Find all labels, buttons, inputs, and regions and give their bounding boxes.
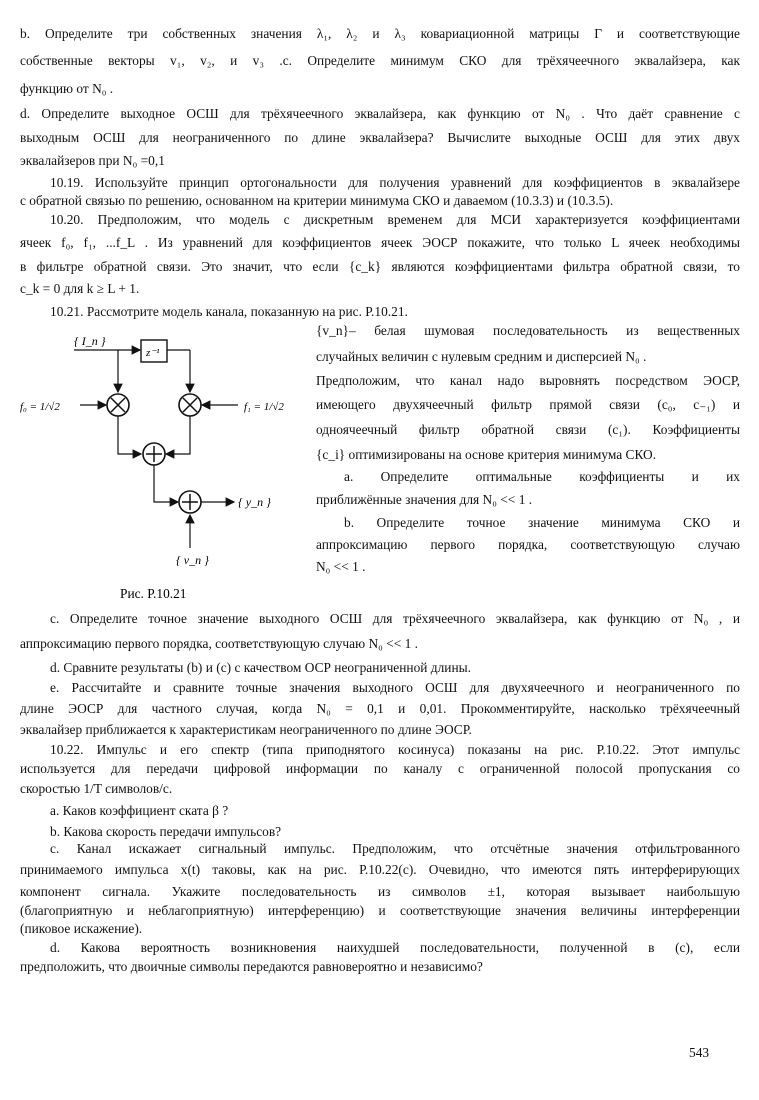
text-line: c_k = 0 для k ≥ L + 1.	[20, 281, 140, 296]
text-line: a. Определите оптимальные коэффициенты и их	[344, 469, 740, 484]
noise-adder-icon	[179, 491, 201, 513]
multiplier-right-icon	[179, 394, 201, 416]
delay-label: z⁻¹	[146, 347, 160, 359]
text-line: одноячеечный фильтр обратной связи (c₁). Коэффициенты	[316, 422, 740, 437]
text-line: используется для передачи цифровой информации по каналу с ограниченной полосой пропускания со	[20, 761, 740, 776]
text-line: аппроксимацию первого порядка, соответствующую случаю	[316, 537, 740, 552]
text-line: b. Определите три собственных значения λ₁, λ₂ и λ₃ ковариационной матрицы Γ и соответствующие	[20, 26, 740, 41]
channel-model-figure	[20, 328, 310, 608]
multiplier-left-icon	[107, 394, 129, 416]
text-line: собственные векторы v₁, v₂, и v₃ .с. Определите минимум СКО для трёхячеечного эквалайзера, как	[20, 53, 740, 68]
text-line: (благоприятную и неблагоприятную) интерференцию) и соответствующие значения величины интерференции	[20, 903, 740, 918]
figure-caption: Рис. Р.10.21	[120, 586, 187, 601]
output-label: { y_n }	[238, 495, 271, 509]
text-line: с обратной связью по решению, основанном на критерии минимума СКО и даваемом (10.3.3) и (10.3.5).	[20, 193, 614, 208]
text-line: в фильтре обратной связи. Это значит, что если {c_k} являются коэффициентами фильтра обратной связи, то	[20, 259, 740, 274]
text-line: {v_n}– белая шумовая последовательность из вещественных	[316, 323, 740, 338]
adder-icon	[143, 443, 165, 465]
text-line: (пиковое искажение).	[20, 921, 143, 936]
text-line: d. Сравните результаты (b) и (c) с качеством ОСР неограниченной длины.	[50, 660, 471, 675]
text-line: ячеек f₀, f₁, ...f_L . Из уравнений для коэффициентов ячеек ЭОСР покажите, что только L ячеек необходимы	[20, 235, 740, 250]
text-line: предположить, что двоичные символы передаются равновероятно и независимо?	[20, 959, 483, 974]
text-line: имеющего двухячеечный фильтр прямой связи (c₀, c₋₁) и	[316, 397, 740, 412]
text-line: 10.20. Предположим, что модель с дискретным временем для МСИ характеризуется коэффициентами	[50, 212, 740, 227]
text-line: выходным ОСШ для неограниченного по длине эквалайзера? Вычислите выходные ОСШ для этих двух	[20, 130, 740, 145]
text-line: d. Какова вероятность возникновения наихудшей последовательности, полученной в (c), если	[50, 940, 740, 955]
text-line: 10.19. Используйте принцип ортогональности для получения уравнений для коэффициентов в эквалайзере	[50, 175, 740, 190]
text-line: {c_i} оптимизированы на основе критерия минимума СКО.	[316, 447, 657, 462]
input-label: { I_n }	[74, 334, 106, 348]
text-line: c. Канал искажает сигнальный импульс. Предположим, что отсчётные значения отфильтрованного	[50, 841, 740, 856]
text-line: случайных величин с нулевым средним и дисперсией N₀ .	[316, 349, 647, 364]
text-line: e. Рассчитайте и сравните точные значения выходного ОСШ для двухячеечного и неограниченного по	[50, 680, 740, 695]
text-line: b. Какова скорость передачи импульсов?	[50, 824, 282, 839]
coef-f0-label: f₀ = 1/√2	[20, 401, 60, 413]
noise-label: { v_n }	[176, 553, 209, 567]
text-line: b. Определите точное значение минимума СКО и	[344, 515, 740, 530]
text-line: 10.21. Рассмотрите модель канала, показанную на рис. Р.10.21.	[50, 304, 408, 319]
text-line: скоростью 1/T символов/с.	[20, 781, 173, 796]
text-line: c. Определите точное значение выходного ОСШ для трёхячеечного эквалайзера, как функцию от N₀ , и	[50, 611, 740, 626]
text-line: эквалайзеров при N₀ =0,1	[20, 153, 165, 168]
text-line: приближённые значения для N₀ << 1 .	[316, 492, 533, 507]
text-line: N₀ << 1 .	[316, 559, 366, 574]
coef-f1-label: f₁ = 1/√2	[244, 401, 284, 413]
text-line: длине ЭОСР для частного случая, когда N₀ = 0,1 и 0,01. Прокомментируйте, насколько трёхячеечный	[20, 701, 740, 716]
text-line: функцию от N₀ .	[20, 81, 114, 96]
text-line: a. Каков коэффициент ската β ?	[50, 803, 229, 818]
page-number: 543	[689, 1045, 710, 1060]
text-line: принимаемого импульса x(t) таковы, как на рис. Р.10.22(c). Очевидно, что имеются пять интерферирующих	[20, 862, 740, 877]
text-line: аппроксимацию первого порядка, соответствующую случаю N₀ << 1 .	[20, 636, 418, 651]
text-line: Предположим, что канал надо выровнять посредством ЭОСР,	[316, 373, 740, 388]
text-line: компонент сигнала. Укажите последовательность из символов ±1, которая вызывает наибольшую	[20, 884, 740, 899]
text-line: d. Определите выходное ОСШ для трёхячеечного эквалайзера, как функцию от N₀ . Что даёт сравнение с	[20, 106, 740, 121]
text-line: 10.22. Импульс и его спектр (типа приподнятого косинуса) показаны на рис. Р.10.22. Этот импульс	[50, 742, 740, 757]
text-line: эквалайзер приближается к характеристикам неограниченного по длине ЭОСР.	[20, 722, 472, 737]
